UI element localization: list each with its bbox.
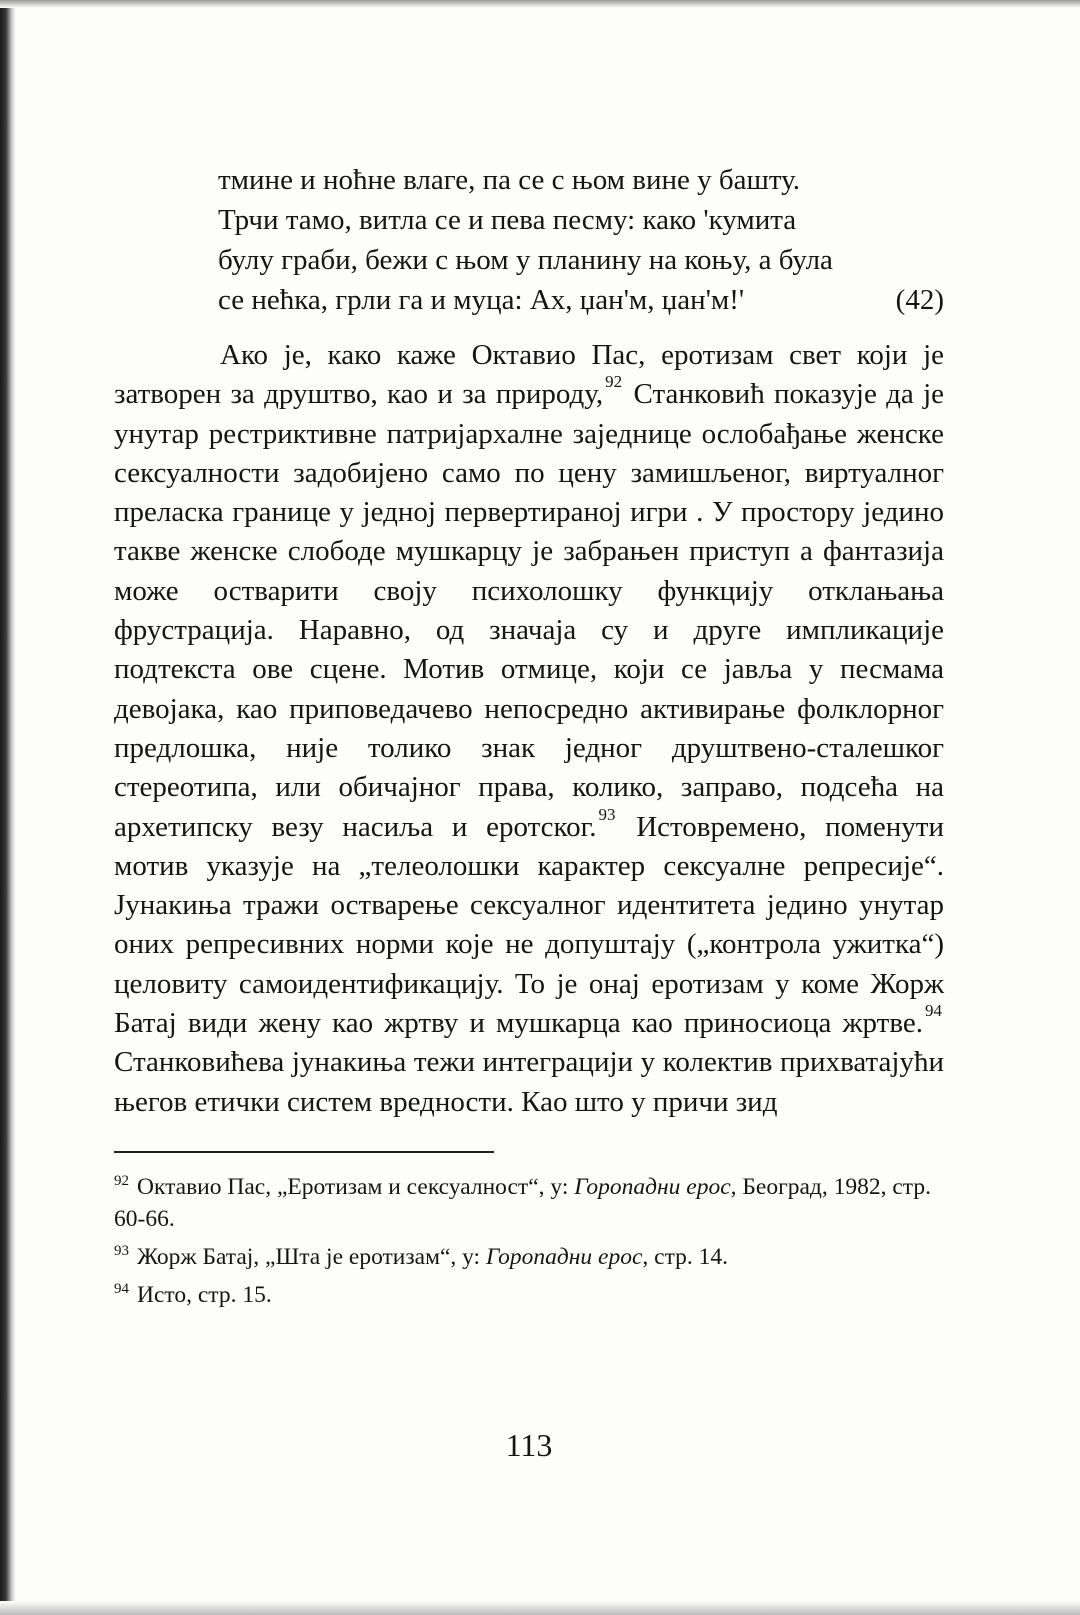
footnote-text: Исто, стр. 15.: [137, 1281, 272, 1308]
verse-line: Трчи тамо, витла се и пева песму: како 'кумита: [218, 204, 797, 236]
binding-shadow: [0, 0, 16, 1615]
verse-last-line: [218, 280, 944, 320]
bottom-edge-shadow: [0, 1601, 1080, 1615]
page-body: [114, 160, 945, 1463]
paragraph-text: Истовремено, поменути мотив указује на „телеолошки карактер сексуалне репресије“. Јунакиња тражи остварење сексуалног идентитета једино унутар оних репресивних норми које не допуштају („контрола ужитка“) целовиту самоидентификацију. То је онај еротизам у коме Жорж Батај види жену као жртву и мушкарца као приносиоца жртве.: [114, 810, 944, 1040]
footnote-text: Октавио Пас, „Еротизам и сексуалност“, у:: [137, 1173, 575, 1200]
paragraph-text: Ако је, како каже Октавио Пас, еротизам свет који је затворен за друштво, као и за природу,: [114, 339, 944, 411]
footnote-92: [114, 1165, 944, 1235]
footnote-ref-93[interactable]: 93: [598, 804, 616, 824]
footnote-text: Жорж Батај, „Шта је еротизам“, у:: [137, 1243, 486, 1270]
footnote-title: Горопадни ерос: [485, 1243, 643, 1270]
footnote-title: Горопадни ерос,: [574, 1173, 737, 1200]
footnote-number: 93: [114, 1242, 129, 1259]
paragraph-text: Станковићева јунакиња тежи интеграцији у колектив прихватајући његов етички систем вредности. Као што у причи зид: [114, 1046, 944, 1118]
page-number: 113: [505, 1427, 553, 1463]
footnote-94: [114, 1273, 944, 1311]
main-paragraph: [114, 336, 944, 1122]
verse-line: тмине и ноћне влаге, па се с њом вине у башту.: [218, 164, 800, 196]
verse-line: булу граби, бежи с њом у планину на коњу, а була: [218, 244, 833, 276]
footnote-ref-94[interactable]: 94: [925, 1001, 942, 1021]
footnote-divider: [114, 1151, 494, 1153]
top-edge-shadow: [0, 0, 1080, 8]
verse-page-ref: (42): [895, 284, 944, 316]
footnotes: [114, 1165, 944, 1311]
footnote-ref-92[interactable]: 92: [605, 372, 623, 392]
paragraph-text: Станковић показује да је унутар рестриктивне патријархалне заједнице ослобађање женске сексуалности задобијено само по цену замишљеног, виртуалног преласка границе у једној первертираној игри . У простору једино такве женске слободе мушкарцу је забрањен приступ а фантазија може остварити своју психолошку функцију отклањања фрустрација. Наравно, од значаја су и друге импликације подтекста ове сцене. Мотив отмице, који се јавља у песмама девојака, као приповедачево непосредно активирање фолклорног предлошка, није толико знак једног друштвено-сталешког стереотипа, или обичајног права, колико, заправо, подсећа на архетипску везу насиља и еротског.: [114, 378, 945, 843]
footnote-93: [114, 1235, 944, 1273]
footnote-number: 92: [114, 1172, 129, 1189]
verse-quote: [218, 160, 944, 320]
footnote-number: 94: [114, 1280, 129, 1297]
verse-line: се нећка, грли га и муца: Ах, џан'м, џан'м!': [218, 284, 745, 316]
footnote-text: Београд, 1982, стр. 60-66.: [114, 1173, 931, 1232]
footnote-text: , стр. 14.: [642, 1243, 729, 1270]
